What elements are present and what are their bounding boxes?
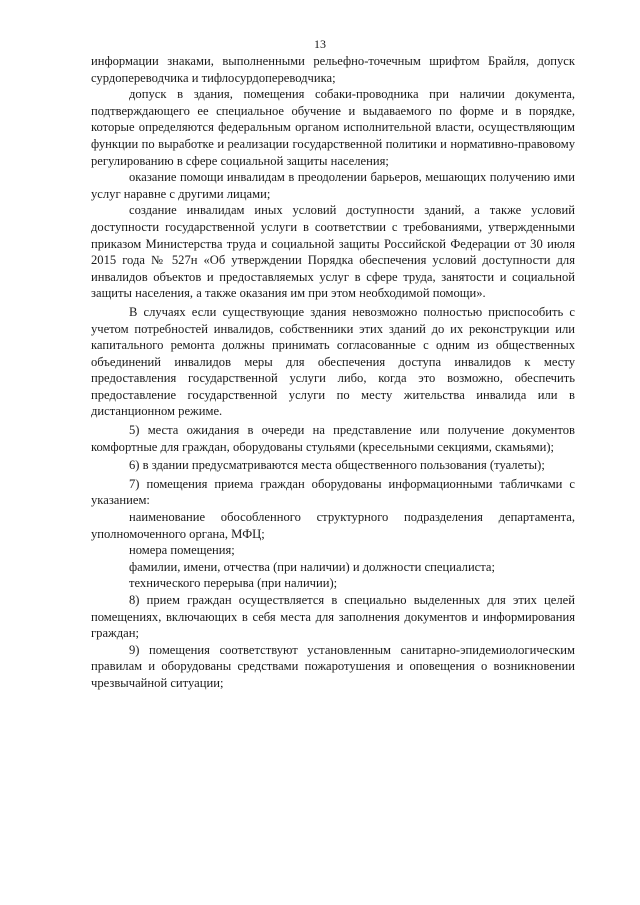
document-body bbox=[91, 53, 575, 692]
paragraph: допуск в здания, помещения собаки-проводника при наличии документа, подтверждающего ее специальное обучение и выдаваемого по форме и в порядке, которые определяются федеральным органом исполнительной власти, осуществляющим функции по выработке и реализации государственной политики и нормативно-правовому регулированию в сфере социальной защиты населения; bbox=[91, 87, 575, 168]
paragraph: 6) в здании предусматриваются места общественного пользования (туалеты); bbox=[129, 458, 545, 473]
paragraph: оказание помощи инвалидам в преодолении барьеров, мешающих получению ими услуг наравне с другими лицами; bbox=[91, 170, 575, 201]
paragraph: наименование обособленного структурного подразделения департамента, уполномоченного органа, МФЦ; bbox=[91, 510, 575, 541]
paragraph: 5) места ожидания в очереди на представление или получение документов комфортные для граждан, оборудованы стульями (кресельными секциями, скамьями); bbox=[91, 423, 575, 454]
paragraph: фамилии, имени, отчества (при наличии) и должности специалиста; bbox=[129, 559, 496, 574]
paragraph: В случаях если существующие здания невозможно полностью приспособить с учетом потребностей инвалидов, собственники этих зданий до их реконструкции или капитального ремонта должны принимать согласованные с одним из общественных объединений инвалидов меры для обеспечения доступа инвалидов к месту предоставления государственной услуги либо, когда это возможно, обеспечить предоставление государственной услуги по месту жительства инвалида или в дистанционном режиме. bbox=[91, 304, 575, 419]
paragraph: информации знаками, выполненными рельефно-точечным шрифтом Брайля, допуск сурдопереводчика и тифлосурдопереводчика; bbox=[91, 54, 575, 85]
paragraph: создание инвалидам иных условий доступности зданий, а также условий доступности государственной услуги в соответствии с требованиями, утвержденными приказом Министерства труда и социальной защиты Российской Федерации от 30 июля 2015 года № 527н «Об утверждении Порядка обеспечения условий доступности для инвалидов объектов и предоставляемых услуг в сфере труда, занятости и социальной защиты населения, а также оказания им при этом необходимой помощи». bbox=[91, 203, 575, 301]
paragraph: 8) прием граждан осуществляется в специально выделенных для этих целей помещениях, включающих в себя места для заполнения документов и информирования граждан; bbox=[91, 593, 575, 641]
paragraph: 7) помещения приема граждан оборудованы информационными табличками с указанием: bbox=[91, 476, 575, 508]
paragraph: технического перерыва (при наличии); bbox=[129, 576, 338, 591]
paragraph: 9) помещения соответствуют установленным санитарно-эпидемиологическим правилам и оборудованы средствами пожаротушения и оповещения о возникновении чрезвычайной ситуации; bbox=[91, 642, 575, 690]
paragraph: номера помещения; bbox=[129, 543, 235, 558]
page-number: 13 bbox=[314, 37, 326, 51]
